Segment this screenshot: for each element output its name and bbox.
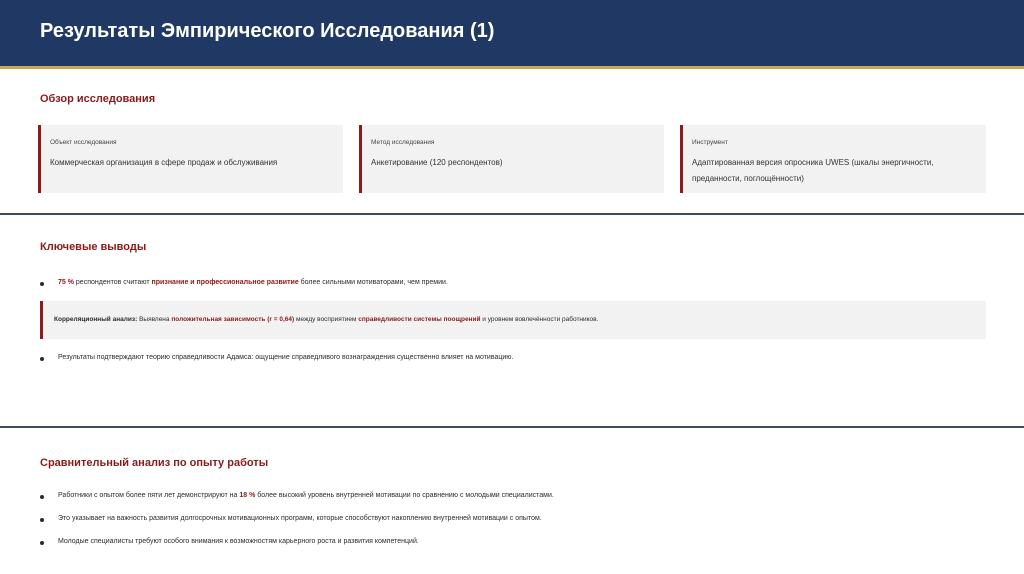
bullet-icon [40, 541, 44, 545]
comparison-heading: Сравнительный анализ по опыту работы [40, 457, 269, 469]
list-item [40, 538, 980, 550]
section-divider [0, 426, 1024, 428]
finding-text: респондентов считают [73, 279, 152, 286]
method-value: Анкетирование (120 респондентов) [371, 158, 503, 167]
method-label: Метод исследования [371, 139, 435, 146]
comparison-text: Молодые специалисты требуют особого внимания к возможностям карьерного роста и развития компетенций. [58, 538, 419, 545]
page-title: Результаты Эмпирического Исследования (1) [40, 20, 495, 42]
list-item [40, 354, 980, 368]
correlation-text: Выявлена [137, 316, 172, 323]
correlation-text: и уровнем вовлечённости работников. [480, 316, 599, 323]
percent-value: 75 % [58, 279, 74, 286]
findings-heading: Ключевые выводы [40, 241, 147, 253]
findings-section [0, 216, 1024, 427]
bullet-icon [40, 495, 44, 499]
overview-section [0, 69, 1024, 214]
list-item [40, 279, 980, 293]
correlation-highlight: справедливости системы поощрений [358, 316, 481, 323]
instrument-label: Инструмент [692, 139, 728, 146]
list-item [40, 492, 980, 504]
comparison-section [0, 429, 1024, 574]
correlation-highlight: положительная зависимость [171, 316, 266, 323]
object-label: Объект исследования [50, 139, 117, 146]
finding-text: более сильными мотиваторами, чем премии. [298, 279, 448, 286]
instrument-value: Адаптированная версия опросника UWES (шкалы энергичности, преданности, поглощённости) [692, 158, 934, 183]
correlation-label: Корреляционный анализ: [54, 316, 138, 323]
correlation-coefficient: (r = 0,64) [267, 316, 295, 323]
bullet-icon [40, 518, 44, 522]
overview-heading: Обзор исследования [40, 93, 156, 105]
comparison-text: Это указывает на важность развития долгосрочных мотивационных программ, которые способствуют накоплению внутренней мотивации с опытом. [58, 515, 542, 522]
instrument-card [680, 125, 986, 193]
comparison-text: более высокий уровень внутренней мотивации по сравнению с молодыми специалистами. [255, 492, 554, 499]
comparison-text: Работники с опытом более пяти лет демонстрируют на [58, 492, 240, 499]
finding-highlight: признание и профессиональное развитие [151, 279, 299, 286]
object-card [38, 125, 343, 193]
section-divider [0, 213, 1024, 215]
method-card [359, 125, 664, 193]
bullet-icon [40, 282, 44, 286]
list-item [40, 515, 980, 527]
correlation-callout [40, 301, 986, 339]
finding-text: Результаты подтверждают теорию справедливости Адамса: ощущение справедливого вознаграждения существенно влияет на мотивацию. [58, 354, 514, 361]
correlation-text: между восприятием [294, 316, 359, 323]
percent-value: 18 % [239, 492, 256, 499]
title-bar [0, 0, 1024, 66]
bullet-icon [40, 357, 44, 361]
object-value: Коммерческая организация в сфере продаж и обслуживания [50, 158, 278, 167]
